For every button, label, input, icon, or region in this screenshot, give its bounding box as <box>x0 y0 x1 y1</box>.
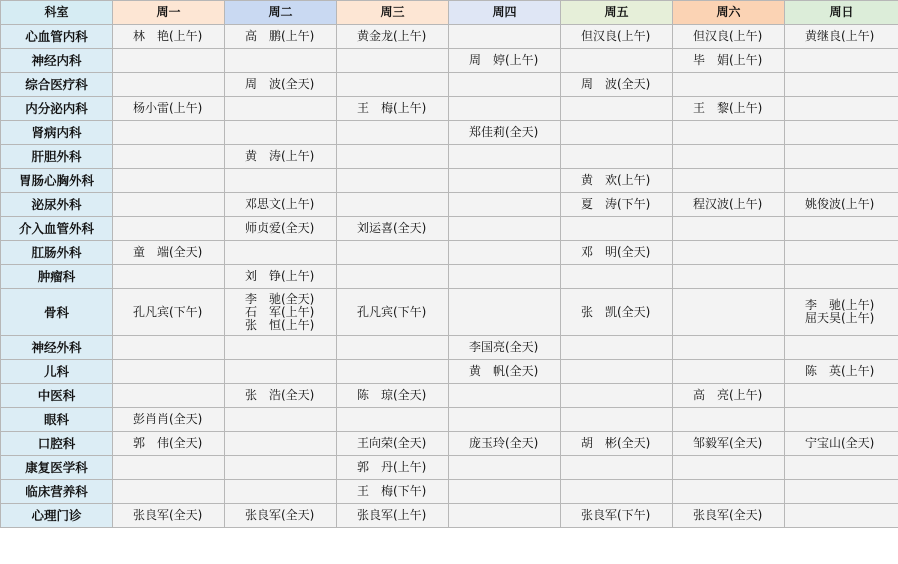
schedule-cell: 黄继良(上午) <box>785 25 898 49</box>
day-header: 周四 <box>449 1 561 25</box>
schedule-cell: 王 梅(下午) <box>337 480 449 504</box>
schedule-cell <box>225 480 337 504</box>
schedule-cell <box>785 456 898 480</box>
schedule-cell <box>337 145 449 169</box>
schedule-cell: 邓思文(上午) <box>225 193 337 217</box>
schedule-cell <box>225 241 337 265</box>
schedule-cell: 邹毅军(全天) <box>673 432 785 456</box>
schedule-cell <box>337 241 449 265</box>
department-cell: 康复医学科 <box>1 456 113 480</box>
table-row <box>1 384 898 408</box>
schedule-cell <box>225 360 337 384</box>
schedule-cell: 姚俊波(上午) <box>785 193 898 217</box>
schedule-cell <box>785 217 898 241</box>
schedule-cell <box>785 241 898 265</box>
schedule-cell: 高 亮(上午) <box>673 384 785 408</box>
schedule-cell <box>113 456 225 480</box>
department-cell: 临床营养科 <box>1 480 113 504</box>
table-row <box>1 169 898 193</box>
schedule-cell <box>449 504 561 528</box>
schedule-cell <box>337 336 449 360</box>
schedule-cell <box>449 193 561 217</box>
schedule-cell: 李 驰(上午) 屈天昊(上午) <box>785 289 898 336</box>
schedule-cell: 但汉良(上午) <box>561 25 673 49</box>
table-row <box>1 97 898 121</box>
schedule-cell: 张良军(上午) <box>337 504 449 528</box>
schedule-cell <box>673 336 785 360</box>
schedule-cell: 宁宝山(全天) <box>785 432 898 456</box>
schedule-cell <box>673 289 785 336</box>
day-header: 周一 <box>113 1 225 25</box>
schedule-cell <box>113 360 225 384</box>
table-row <box>1 265 898 289</box>
department-cell: 肛肠外科 <box>1 241 113 265</box>
table-row <box>1 360 898 384</box>
department-cell: 胃肠心胸外科 <box>1 169 113 193</box>
schedule-cell: 黄 帆(全天) <box>449 360 561 384</box>
schedule-cell: 高 鹏(上午) <box>225 25 337 49</box>
schedule-cell <box>337 193 449 217</box>
schedule-cell <box>673 121 785 145</box>
schedule-cell: 邓 明(全天) <box>561 241 673 265</box>
schedule-cell <box>449 97 561 121</box>
schedule-cell <box>113 121 225 145</box>
schedule-cell: 郑佳莉(全天) <box>449 121 561 145</box>
schedule-cell: 张 凯(全天) <box>561 289 673 336</box>
schedule-cell <box>449 480 561 504</box>
schedule-cell: 夏 涛(下午) <box>561 193 673 217</box>
schedule-cell: 庞玉玲(全天) <box>449 432 561 456</box>
schedule-cell <box>449 217 561 241</box>
schedule-cell <box>673 145 785 169</box>
table-row <box>1 289 898 336</box>
table-row <box>1 241 898 265</box>
schedule-cell: 王 梅(上午) <box>337 97 449 121</box>
schedule-cell <box>561 121 673 145</box>
schedule-cell <box>673 217 785 241</box>
department-cell: 内分泌内科 <box>1 97 113 121</box>
schedule-cell: 刘 铮(上午) <box>225 265 337 289</box>
schedule-cell: 刘运喜(全天) <box>337 217 449 241</box>
schedule-cell <box>785 145 898 169</box>
schedule-cell <box>225 97 337 121</box>
schedule-cell <box>337 73 449 97</box>
schedule-cell: 王向荣(全天) <box>337 432 449 456</box>
schedule-cell: 孔凡宾(下午) <box>337 289 449 336</box>
schedule-cell <box>337 49 449 73</box>
schedule-cell <box>225 336 337 360</box>
schedule-cell <box>785 73 898 97</box>
schedule-cell <box>113 49 225 73</box>
schedule-cell <box>785 121 898 145</box>
schedule-cell <box>337 169 449 193</box>
schedule-cell: 张良军(下午) <box>561 504 673 528</box>
schedule-cell <box>449 456 561 480</box>
table-row <box>1 145 898 169</box>
schedule-cell: 周 波(全天) <box>561 73 673 97</box>
schedule-cell: 孔凡宾(下午) <box>113 289 225 336</box>
schedule-cell: 张良军(全天) <box>225 504 337 528</box>
schedule-cell: 黄金龙(上午) <box>337 25 449 49</box>
department-cell: 神经外科 <box>1 336 113 360</box>
schedule-cell: 张良军(全天) <box>673 504 785 528</box>
table-row <box>1 432 898 456</box>
schedule-cell <box>449 145 561 169</box>
schedule-cell <box>337 121 449 145</box>
table-row <box>1 217 898 241</box>
schedule-cell <box>225 456 337 480</box>
schedule-cell <box>113 169 225 193</box>
table-row <box>1 193 898 217</box>
schedule-cell: 周 波(全天) <box>225 73 337 97</box>
schedule-cell <box>561 145 673 169</box>
schedule-cell <box>337 408 449 432</box>
schedule-cell <box>561 408 673 432</box>
schedule-cell: 张 浩(全天) <box>225 384 337 408</box>
schedule-cell <box>673 241 785 265</box>
schedule-cell <box>561 360 673 384</box>
schedule-cell <box>113 336 225 360</box>
schedule-cell <box>785 336 898 360</box>
department-cell: 肝胆外科 <box>1 145 113 169</box>
day-header: 周日 <box>785 1 898 25</box>
schedule-cell <box>785 384 898 408</box>
schedule-cell: 但汉良(上午) <box>673 25 785 49</box>
schedule-cell <box>225 432 337 456</box>
schedule-cell: 李 驰(全天) 石 军(上午) 张 恒(上午) <box>225 289 337 336</box>
day-header: 周六 <box>673 1 785 25</box>
schedule-cell: 郭 丹(上午) <box>337 456 449 480</box>
department-cell: 眼科 <box>1 408 113 432</box>
schedule-cell <box>561 384 673 408</box>
schedule-cell <box>225 169 337 193</box>
schedule-cell <box>561 480 673 504</box>
department-cell: 骨科 <box>1 289 113 336</box>
schedule-cell: 程汉波(上午) <box>673 193 785 217</box>
schedule-cell <box>673 480 785 504</box>
schedule-cell: 李国亮(全天) <box>449 336 561 360</box>
schedule-body <box>1 25 898 528</box>
schedule-cell <box>561 456 673 480</box>
day-header: 周三 <box>337 1 449 25</box>
schedule-cell <box>449 25 561 49</box>
schedule-cell <box>337 265 449 289</box>
department-cell: 肾病内科 <box>1 121 113 145</box>
schedule-cell: 郭 伟(全天) <box>113 432 225 456</box>
schedule-cell <box>113 384 225 408</box>
department-cell: 综合医疗科 <box>1 73 113 97</box>
table-row <box>1 25 898 49</box>
schedule-cell: 童 端(全天) <box>113 241 225 265</box>
schedule-cell <box>673 73 785 97</box>
schedule-cell <box>561 336 673 360</box>
schedule-cell <box>225 49 337 73</box>
schedule-cell <box>785 408 898 432</box>
schedule-cell: 师贞爱(全天) <box>225 217 337 241</box>
department-cell: 神经内科 <box>1 49 113 73</box>
schedule-cell <box>673 456 785 480</box>
day-header: 周二 <box>225 1 337 25</box>
schedule-cell <box>561 265 673 289</box>
schedule-cell <box>673 265 785 289</box>
schedule-cell <box>225 408 337 432</box>
schedule-cell <box>113 480 225 504</box>
schedule-cell: 王 黎(上午) <box>673 97 785 121</box>
schedule-cell <box>673 408 785 432</box>
schedule-cell: 林 艳(上午) <box>113 25 225 49</box>
table-row <box>1 336 898 360</box>
department-cell: 心血管内科 <box>1 25 113 49</box>
table-row <box>1 504 898 528</box>
schedule-cell <box>785 480 898 504</box>
department-cell: 儿科 <box>1 360 113 384</box>
schedule-cell <box>785 169 898 193</box>
schedule-cell <box>113 145 225 169</box>
schedule-cell <box>449 408 561 432</box>
schedule-cell: 胡 彬(全天) <box>561 432 673 456</box>
department-cell: 泌尿外科 <box>1 193 113 217</box>
schedule-cell <box>449 289 561 336</box>
schedule-cell: 陈 琼(全天) <box>337 384 449 408</box>
schedule-cell <box>785 504 898 528</box>
schedule-cell: 毕 娟(上午) <box>673 49 785 73</box>
department-cell: 口腔科 <box>1 432 113 456</box>
department-cell: 肿瘤科 <box>1 265 113 289</box>
table-row <box>1 73 898 97</box>
schedule-cell: 周 婷(上午) <box>449 49 561 73</box>
schedule-cell <box>449 73 561 97</box>
table-row <box>1 121 898 145</box>
schedule-cell <box>449 169 561 193</box>
department-cell: 介入血管外科 <box>1 217 113 241</box>
schedule-cell <box>449 265 561 289</box>
schedule-cell <box>673 169 785 193</box>
schedule-cell: 杨小雷(上午) <box>113 97 225 121</box>
schedule-cell <box>561 217 673 241</box>
schedule-cell <box>449 241 561 265</box>
schedule-cell: 彭肖肖(全天) <box>113 408 225 432</box>
department-header: 科室 <box>1 1 113 25</box>
schedule-cell: 张良军(全天) <box>113 504 225 528</box>
schedule-cell <box>113 73 225 97</box>
schedule-cell <box>225 121 337 145</box>
schedule-cell <box>113 217 225 241</box>
day-header: 周五 <box>561 1 673 25</box>
schedule-cell <box>785 97 898 121</box>
schedule-cell: 黄 涛(上午) <box>225 145 337 169</box>
table-row <box>1 49 898 73</box>
department-cell: 中医科 <box>1 384 113 408</box>
schedule-cell <box>449 384 561 408</box>
table-row <box>1 408 898 432</box>
schedule-cell <box>113 265 225 289</box>
schedule-cell <box>785 49 898 73</box>
table-row <box>1 456 898 480</box>
schedule-cell: 陈 英(上午) <box>785 360 898 384</box>
department-cell: 心理门诊 <box>1 504 113 528</box>
schedule-cell <box>673 360 785 384</box>
schedule-cell: 黄 欢(上午) <box>561 169 673 193</box>
table-row <box>1 480 898 504</box>
schedule-cell <box>113 193 225 217</box>
header-row <box>1 1 898 25</box>
schedule-cell <box>337 360 449 384</box>
schedule-cell <box>561 49 673 73</box>
schedule-cell <box>785 265 898 289</box>
schedule-cell <box>561 97 673 121</box>
